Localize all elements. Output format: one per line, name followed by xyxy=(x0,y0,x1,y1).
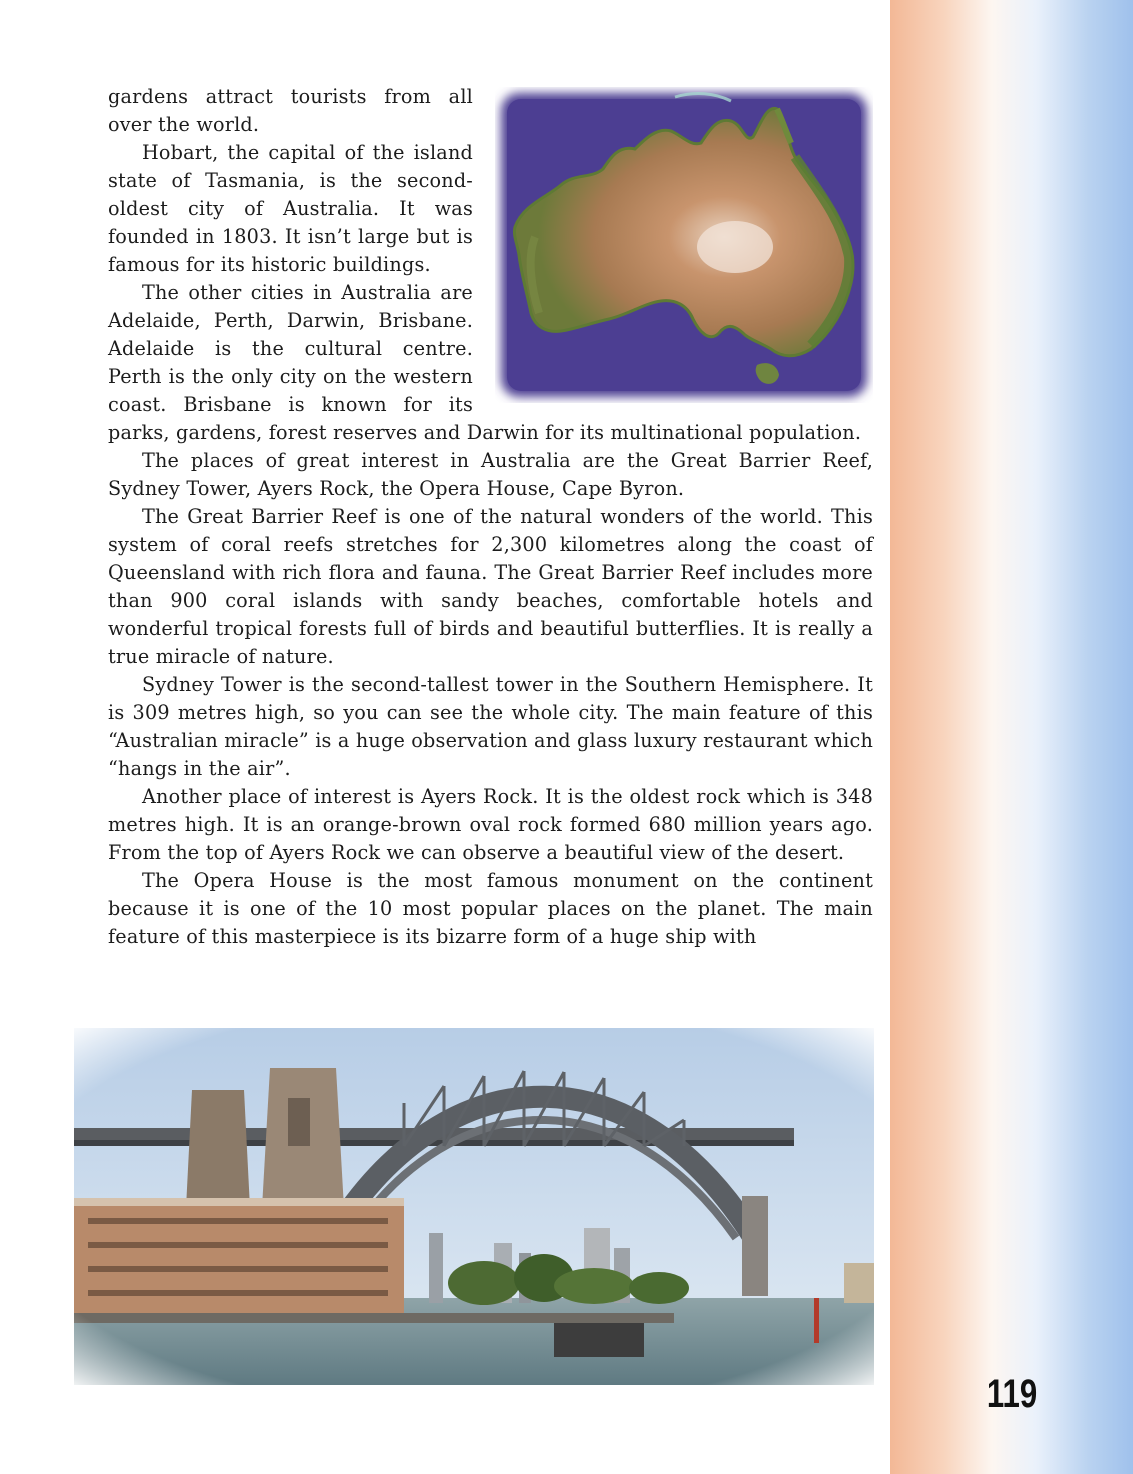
page-margin-band xyxy=(890,0,1133,1474)
australia-map-figure xyxy=(495,87,873,403)
paragraph: The Great Barrier Reef is one of the natural wonders of the world. This system of coral reefs stretches for 2,300 kilometres along the coast of Queensland with rich flora and fauna. The Great Barrier Reef includes more than 900 coral islands with sandy beaches, comfortable hotels and wonderful tropical forests full of birds and beautiful butterflies. It is really a true miracle of nature. xyxy=(108,505,873,668)
body-text xyxy=(108,83,873,951)
paragraph: Another place of interest is Ayers Rock. It is the oldest rock which is 348 metres high. It is an orange-brown oval rock formed 680 million years ago. From the top of Ayers Rock we can observe a beautiful view of the desert. xyxy=(108,785,873,864)
paragraph: The Opera House is the most famous monument on the continent because it is one of the 10 most popular places on the planet. The main feature of this masterpiece is its bizarre form of a huge ship with xyxy=(108,869,873,948)
paragraph: Hobart, the capital of the island state of Tasmania, is the second-oldest city of Australia. It was founded in 1803. It isn’t large but is famous for its historic buildings. xyxy=(108,141,473,276)
australia-satellite-map-icon xyxy=(495,87,873,403)
harbour-bridge-photo xyxy=(74,1028,874,1385)
paragraph: The other cities in Australia are Adelaide, Perth, Darwin, Brisbane. Adelaide is the cultural centre. Perth is the only city on the western coast. Brisbane is known for its parks, gardens, forest reserves and Darwin for its multinational population. xyxy=(108,281,862,444)
paragraph: The places of great interest in Australia are the Great Barrier Reef, Sydney Tower, Ayers Rock, the Opera House, Cape Byron. xyxy=(108,449,873,500)
paragraph: gardens attract tourists from all over the world. xyxy=(108,85,473,136)
paragraph: Sydney Tower is the second-tallest tower in the Southern Hemisphere. It is 309 metres high, so you can see the whole city. The main feature of this “Australian miracle” is a huge observation and glass luxury restaurant which “hangs in the air”. xyxy=(108,673,873,780)
page-number: 119 xyxy=(986,1372,1038,1416)
sydney-harbour-bridge-photo-icon xyxy=(74,1028,874,1385)
